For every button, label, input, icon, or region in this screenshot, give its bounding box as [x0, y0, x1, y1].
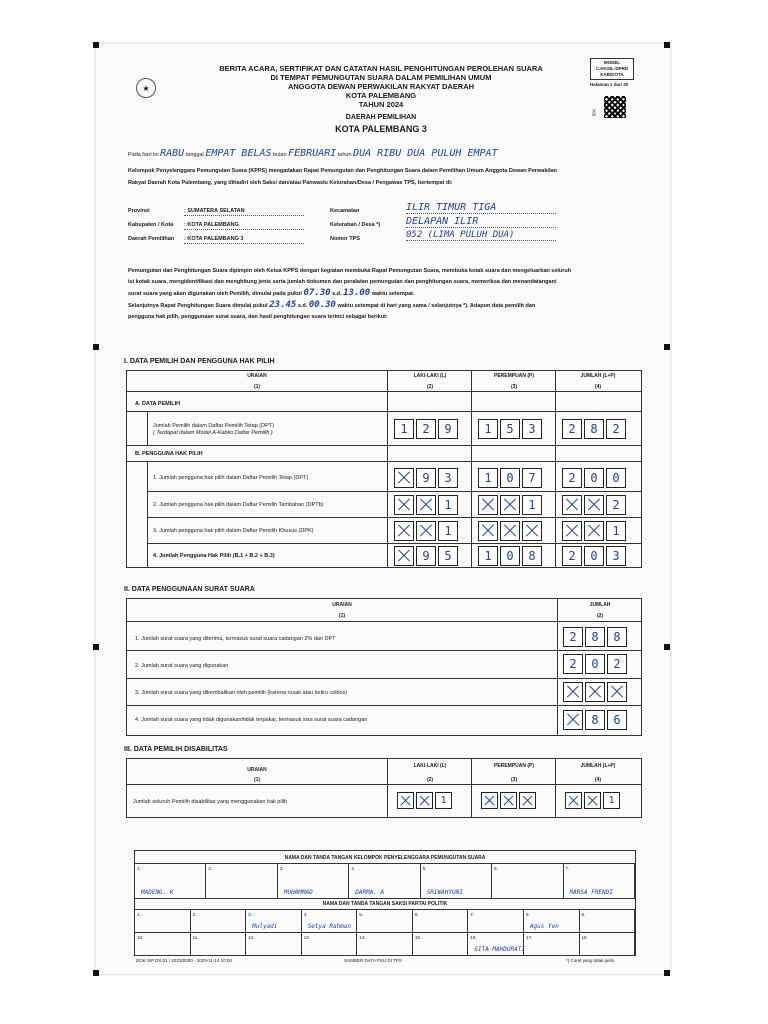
page-indicator: Halaman 1 dari 20 — [590, 82, 629, 87]
signature-cell: 1. MADENG. K — [135, 864, 206, 898]
digit-box: 9 — [438, 419, 458, 439]
digit-box — [563, 682, 583, 702]
kpps-signature-row — [135, 864, 635, 898]
s3-p-boxes — [481, 792, 536, 809]
signature-cell: 6. — [492, 864, 563, 898]
qr-code-icon — [604, 96, 626, 118]
digit-box — [562, 521, 582, 541]
digit-box: 2 — [562, 546, 582, 566]
digit-box: 7 — [522, 468, 542, 488]
signature-cell: 12. — [246, 933, 302, 955]
digit-box: 1 — [478, 419, 498, 439]
signature-cell: 3. Mulyadi — [246, 910, 302, 932]
intro-line-2: Kelompok Penyelenggara Pemungutan Suara (KPPS) mengadakan Rapat Pemungutan dan Penghitungan Suara dalam Pemilihan Umum Anggota Dewan Perwakilan — [128, 168, 557, 174]
form-title: BERITA ACARA, SERTIFIKAT DAN CATATAN HASIL PENGHITUNGAN PEROLEHAN SUARA DI TEMPAT PEMUNGUTAN SUARA DALAM PEMILIHAN UMUM ANGGOTA DEWAN PERWAKILAN RAKYAT DAERAH KOTA PALEMBANG TAHUN 2024 — [219, 64, 543, 109]
signature-cell: 5. — [357, 910, 413, 932]
signature-cell: 7. MARSA FRENDI — [564, 864, 635, 898]
digit-box — [584, 495, 604, 515]
b4-j-boxes — [562, 546, 626, 566]
b4-p-boxes — [478, 546, 542, 566]
digit-box — [481, 792, 498, 809]
tanggal-value: EMPAT BELAS — [205, 148, 272, 159]
signature-cell: 17. — [524, 933, 580, 955]
digit-box — [563, 710, 583, 730]
digit-box: 3 — [522, 419, 542, 439]
digit-box: 3 — [438, 468, 458, 488]
digit-box: 2 — [563, 654, 583, 674]
kpu-logo-icon: ★ — [136, 78, 156, 98]
kpps-signature-title: NAMA DAN TANDA TANGAN KELOMPOK PENYELENGGARA PEMUNGUTAN SUARA — [284, 855, 486, 861]
digit-box — [394, 521, 414, 541]
signature-cell: 2. — [191, 910, 247, 932]
digit-box: 1 — [478, 546, 498, 566]
b3-p-boxes — [478, 521, 542, 541]
saksi-signature-row-1 — [135, 910, 635, 932]
corner-mark — [93, 970, 99, 976]
corner-mark — [93, 42, 99, 48]
b3-j-boxes — [562, 521, 626, 541]
provinsi-value: : SUMATERA SELATAN — [184, 208, 304, 216]
digit-box: 0 — [606, 468, 626, 488]
digit-box — [394, 546, 414, 566]
tahun-value: DUA RIBU DUA PULUH EMPAT — [353, 148, 498, 159]
signature-cell: 13. — [302, 933, 358, 955]
digit-box: 1 — [438, 495, 458, 515]
digit-box: 8 — [584, 419, 604, 439]
digit-box: 5 — [500, 419, 520, 439]
digit-box: 0 — [584, 468, 604, 488]
section3-table: URAIAN LAKI-LAKI (L) PEREMPUAN (P) JUMLAH (L+P) (1) (2) (3) (4) Jumlah seluruh Pemilih disabilitas yang menggunakan hak pilih 1 1 — [126, 758, 642, 818]
digit-box: 3 — [606, 546, 626, 566]
digit-box — [522, 521, 542, 541]
digit-box: 8 — [522, 546, 542, 566]
digit-box: 1 — [438, 521, 458, 541]
tps-value: 052 (LIMA PULUH DUA) — [406, 230, 556, 241]
digit-box: 0 — [584, 546, 604, 566]
signature-cell: 14. — [357, 933, 413, 955]
signature-cell: 6. — [413, 910, 469, 932]
signature-cell: 7. — [468, 910, 524, 932]
signer-name: DARMA. A — [355, 889, 385, 896]
a-j-boxes — [562, 419, 626, 439]
s3-j-boxes — [565, 792, 620, 809]
a-l-boxes — [394, 419, 458, 439]
digit-box: 9 — [416, 468, 436, 488]
digit-box: 1 — [606, 521, 626, 541]
saksi-signature-row-2 — [135, 933, 635, 955]
signer-name: Mulyadi — [252, 923, 278, 930]
digit-box: 1 — [435, 792, 452, 809]
digit-box — [416, 521, 436, 541]
signature-cell: 10. — [135, 933, 191, 955]
model-badge: MODEL C.HASIL-DPRD KAB/KOTA — [590, 58, 634, 80]
signer-name: GITA MAHDURATI — [474, 946, 525, 953]
region-name: KOTA PALEMBANG 3 — [335, 124, 427, 134]
kabupaten-value: : KOTA PALEMBANG — [184, 222, 304, 230]
a-p-boxes — [478, 419, 542, 439]
b1-l-boxes — [394, 468, 458, 488]
signature-cell: 1. — [135, 910, 191, 932]
digit-box — [478, 495, 498, 515]
digit-box — [585, 682, 605, 702]
digit-box: 0 — [500, 546, 520, 566]
signature-cell: 4. Setya Rahman — [302, 910, 358, 932]
ballot-form-paper: ★ BERITA ACARA, SERTIFIKAT DAN CATATAN HASIL PENGHITUNGAN PEROLEHAN SUARA DI TEMPAT PEMUNGUTAN SUARA DALAM PEMILIHAN UMUM ANGGOTA DEWAN PERWAKILAN RAKYAT DAERAH KOTA PALEMBANG TAHUN 2024 DAERAH PEMILIHAN KOTA PALEMBANG 3 MODEL C.HASIL-DPRD KAB/KOTA Halaman 1 dari 20 501 Pada hari ini RABU tanggal EMPAT BELAS bulan FEBRUARI tahun DUA RIBU DUA PULUH EMPAT Kelompok Penyelenggara Pemungutan Suara (KPPS) mengadakan Rapat Pemungutan dan Penghitungan Suara dalam Pemilihan Umum Anggota Dewan Perwakilan Rakyat Daerah Kota Palembang, yang dihadiri oleh Saksi dan/atau Panwaslu Kelurahan/Desa / Pengawas TPS, bertempat di: Provinsi : SUMATERA SELATAN Kabupaten / Kota : KOTA PALEMBANG Daerah Pemilihan : KOTA PALEMBANG 3 Kecamatan ILIR TIMUR TIGA Kelurahan / Desa *) DELAPAN ILIR Nomor TPS 052 (LIMA PULUH DUA) Pemungutan dan Penghitungan Suara dipimpin oleh Ketua KPPS dengan kegiatan membuka Rapat Pemungutan Suara, membuka kotak suara dan mengeluarkan seluruh isi kotak suara, mengidentifikasi dan menghitung jenis serta jumlah dokumen dan peralatan pemungutan dan penghitungan suara, memeriksa dan menandatangani surat suara yang akan digunakan oleh Pemilih, dimulai pada pukul 07.30 s.d. 13.00 waktu setempat. Selanjutnya Rapat Penghitungan Suara dimulai pukul 23.45 s.d. 00.30 waktu setempat di hari yang sama / selanjutnya *). Adapun data pemilih dan pengguna hak pilih, penggunaan surat suara, dan hasil penghitungan suara terinci sebagai berikut: I. DATA PEMILIH DAN PENGGUNA HAK PILIH URAIAN LAKI-LAKI (L) PEREMPUAN (P) JUMLAH (L+P) (1) (2) (3) (4) A. DATA PEMILIH Jumlah Pemilih dalam Daftar Pemilih Tetap (DPT) ( Terdapat dalam Model A-Kabko Daftar Pemilih ) 1 2 9 1 5 3 2 8 2 B. PENGGUNA HAK PILIH 1. Jumlah pengguna hak pilih dalam Daftar Pemilih Tetap (DPT) 9 3 1 0 7 2 0 0 2. Jumlah pengguna hak pilih dalam Daftar Pemilih Tambahan (DPTb) 1 1 2 3. Jumlah pengguna hak pilih dalam Daftar Pemilih Khusus (DPK) 1 1 4. Jumlah Pengguna Hak Pilih (B.1 + B.2 + B.3) 9 5 1 0 8 2 0 3 II. DATA PENGGUNAAN SURAT SUARA URAIAN JUMLAH (1) (2) 1. Jumlah surat suara yang diterima, termasuk surat suara cadangan 2% dari DPT 2 8 8 2. Jumlah surat suara yang digunakan 2 0 2 3. Jumlah surat suara yang dikembalikan oleh pemilih (karena rusak atau keliru coblos) 4. Jumlah surat suara yang tidak digunakan/tidak terpakai, termasuk sisa surat suara cadangan 8 6 III. DATA PEMILIH DISABILITAS URAIAN LAKI-LAKI (L) PEREMPUAN (P) JUMLAH (L+P) (1) (2) (3) (4) Jumlah seluruh Pemilih disabilitas yang menggunakan hak pilih 1 1 NAMA DAN TANDA TANGAN KELOMPOK PENYELENGGARA PEMUNGUTAN SUARA 1. MADENG. K 2. 3. MUHAMMAD 4. DARMA. A 5. SRIWAHYUNI 6. 7. MARSA FRENDI NAMA DAN TANDA TANGAN SAKSI PARTAI POLITIK 1. 2. 3. Mulyadi 4. Setya Rahman 5. 6. 7. 8. Agus Yon 9. 10. 11. 12. 13. 14. 15. 16. GITA MAHDURATI 17. 18. DOK.SIP.OS.01 / 2023/0000 - 2023-11-14 10:00 SUMBER DATA PSU DI TPS *) Coret yang tidak perlu — [96, 44, 670, 974]
side-mark — [664, 644, 670, 650]
dapil-value: : KOTA PALEMBANG 3 — [184, 236, 304, 244]
section2-title: II. DATA PENGGUNAAN SURAT SUARA — [124, 586, 255, 593]
bulan-value: FEBRUARI — [288, 148, 337, 159]
signer-name: SRIWAHYUNI — [426, 889, 463, 896]
digit-box: 2 — [562, 419, 582, 439]
digit-box: 9 — [416, 546, 436, 566]
digit-box: 2 — [607, 654, 627, 674]
digit-box: 1 — [478, 468, 498, 488]
side-number: 501 — [591, 108, 597, 117]
digit-box — [397, 792, 414, 809]
digit-box — [519, 792, 536, 809]
section3-title: III. DATA PEMILIH DISABILITAS — [124, 746, 228, 753]
digit-box: 2 — [562, 468, 582, 488]
digit-box: 6 — [607, 710, 627, 730]
digit-box: 8 — [585, 710, 605, 730]
digit-box — [478, 521, 498, 541]
kelurahan-value: DELAPAN ILIR — [406, 216, 556, 228]
side-mark — [93, 344, 99, 350]
footer-note: *) Coret yang tidak perlu — [566, 958, 615, 963]
digit-box — [565, 792, 582, 809]
digit-box: 8 — [607, 627, 627, 647]
digit-box — [394, 495, 414, 515]
corner-mark — [664, 970, 670, 976]
digit-box: 0 — [500, 468, 520, 488]
side-mark — [93, 644, 99, 650]
kecamatan-value: ILIR TIMUR TIGA — [406, 202, 556, 214]
digit-box: 2 — [606, 495, 626, 515]
time1-end: 13.00 — [343, 288, 371, 298]
signature-cell: 18. — [580, 933, 636, 955]
digit-box — [500, 521, 520, 541]
digit-box: 0 — [585, 654, 605, 674]
s2-r4-boxes — [563, 710, 627, 730]
signature-cell: 15. — [413, 933, 469, 955]
digit-box — [416, 792, 433, 809]
time1-start: 07.30 — [303, 288, 331, 298]
b1-j-boxes — [562, 468, 626, 488]
signature-cell: 5. SRIWAHYUNI — [421, 864, 492, 898]
s2-r1-boxes — [563, 627, 627, 647]
signature-cell: 4. DARMA. A — [349, 864, 420, 898]
signature-cell: 11. — [191, 933, 247, 955]
region-label: DAERAH PEMILIHAN — [345, 114, 417, 121]
b1-p-boxes — [478, 468, 542, 488]
s2-r3-boxes — [563, 682, 627, 702]
digit-box: 8 — [585, 627, 605, 647]
digit-box — [562, 495, 582, 515]
b2-l-boxes — [394, 495, 458, 515]
digit-box: 2 — [416, 419, 436, 439]
footer-source: SUMBER DATA PSU DI TPS — [344, 958, 402, 963]
digit-box — [416, 495, 436, 515]
signer-name: Agus Yon — [529, 923, 559, 930]
signer-name: Setya Rahman — [307, 923, 352, 930]
digit-box — [500, 495, 520, 515]
section1-table: URAIAN LAKI-LAKI (L) PEREMPUAN (P) JUMLAH (L+P) (1) (2) (3) (4) A. DATA PEMILIH Jumlah Pemilih dalam Daftar Pemilih Tetap (DPT) ( Terdapat dalam Model A-Kabko Daftar Pemilih ) 1 2 9 1 5 3 2 8 2 B. PENGGUNA HAK PILIH 1. Jumlah pengguna hak pilih dalam Daftar Pemilih Tetap (DPT) 9 3 1 0 7 2 0 0 2. Jumlah pengguna hak pilih dalam Daftar Pemilih Tambahan (DPTb) 1 1 2 3. Jumlah pengguna hak pilih dalam Daftar Pemilih Khusus (DPK) 1 1 4. Jumlah Pengguna Hak Pilih (B.1 + B.2 + B.3) 9 5 1 0 8 2 0 3 — [126, 370, 642, 568]
corner-mark — [664, 42, 670, 48]
b4-l-boxes — [394, 546, 458, 566]
signature-cell: 16. GITA MAHDURATI — [470, 935, 525, 953]
digit-box: 1 — [394, 419, 414, 439]
s2-r2-boxes — [563, 654, 627, 674]
saksi-signature-title: NAMA DAN TANDA TANGAN SAKSI PARTAI POLITIK — [322, 901, 448, 907]
hari-value: RABU — [160, 148, 185, 159]
digit-box: 2 — [606, 419, 626, 439]
signature-cell: 8. Agus Yon — [524, 910, 580, 932]
intro-line-1: Pada hari ini RABU tanggal EMPAT BELAS bulan FEBRUARI tahun DUA RIBU DUA PULUH EMPAT — [128, 148, 498, 159]
signer-name: MADENG. K — [141, 889, 174, 896]
digit-box: 5 — [438, 546, 458, 566]
side-mark — [664, 344, 670, 350]
time2-end: 00.30 — [308, 300, 336, 310]
section1-title: I. DATA PEMILIH DAN PENGGUNA HAK PILIH — [124, 358, 275, 365]
intro-line-3: Rakyat Daerah Kota Palembang, yang dihadiri oleh Saksi dan/atau Panwaslu Kelurahan/Desa / Pengawas TPS, bertempat di: — [128, 180, 453, 186]
signer-name: MARSA FRENDI — [569, 889, 613, 896]
digit-box: 1 — [522, 495, 542, 515]
signature-cell: 3. MUHAMMAD — [278, 864, 349, 898]
b3-l-boxes — [394, 521, 458, 541]
procedure-paragraph: Pemungutan dan Penghitungan Suara dipimpin oleh Ketua KPPS dengan kegiatan membuka Rapat Pemungutan Suara, membuka kotak suara dan mengeluarkan seluruh isi kotak suara, mengidentifikasi dan menghitung jenis serta jumlah dokumen dan peralatan pemungutan dan penghitungan suara, memeriksa dan menandatangani surat suara yang akan digunakan oleh Pemilih, dimulai pada pukul 07.30 s.d. 13.00 waktu setempat. Selanjutnya Rapat Penghitungan Suara dimulai pukul 23.45 s.d. 00.30 waktu setempat di hari yang sama / selanjutnya *). Adapun data pemilih dan pengguna hak pilih, penggunaan surat suara, dan hasil penghitungan suara terinci sebagai berikut: — [128, 268, 572, 320]
s3-l-boxes — [397, 792, 452, 809]
digit-box — [607, 682, 627, 702]
signature-block — [134, 850, 636, 956]
digit-box — [394, 468, 414, 488]
footer-code: DOK.SIP.OS.01 / 2023/0000 - 2023-11-14 10:00 — [136, 958, 232, 963]
digit-box — [584, 521, 604, 541]
b2-p-boxes — [478, 495, 542, 515]
signature-cell: 9. — [580, 910, 636, 932]
digit-box — [584, 792, 601, 809]
digit-box: 1 — [603, 792, 620, 809]
section2-table: URAIAN JUMLAH (1) (2) 1. Jumlah surat suara yang diterima, termasuk surat suara cadangan 2% dari DPT 2 8 8 2. Jumlah surat suara yang digunakan 2 0 2 3. Jumlah surat suara yang dikembalikan oleh pemilih (karena rusak atau keliru coblos) 4. Jumlah surat suara yang tidak digunakan/tidak terpakai, termasuk sisa surat suara cadangan 8 6 — [126, 598, 642, 736]
digit-box: 2 — [563, 627, 583, 647]
digit-box — [500, 792, 517, 809]
b2-j-boxes — [562, 495, 626, 515]
signer-name: MUHAMMAD — [283, 889, 313, 896]
signature-cell: 2. — [206, 864, 277, 898]
time2-start: 23.45 — [269, 300, 297, 310]
